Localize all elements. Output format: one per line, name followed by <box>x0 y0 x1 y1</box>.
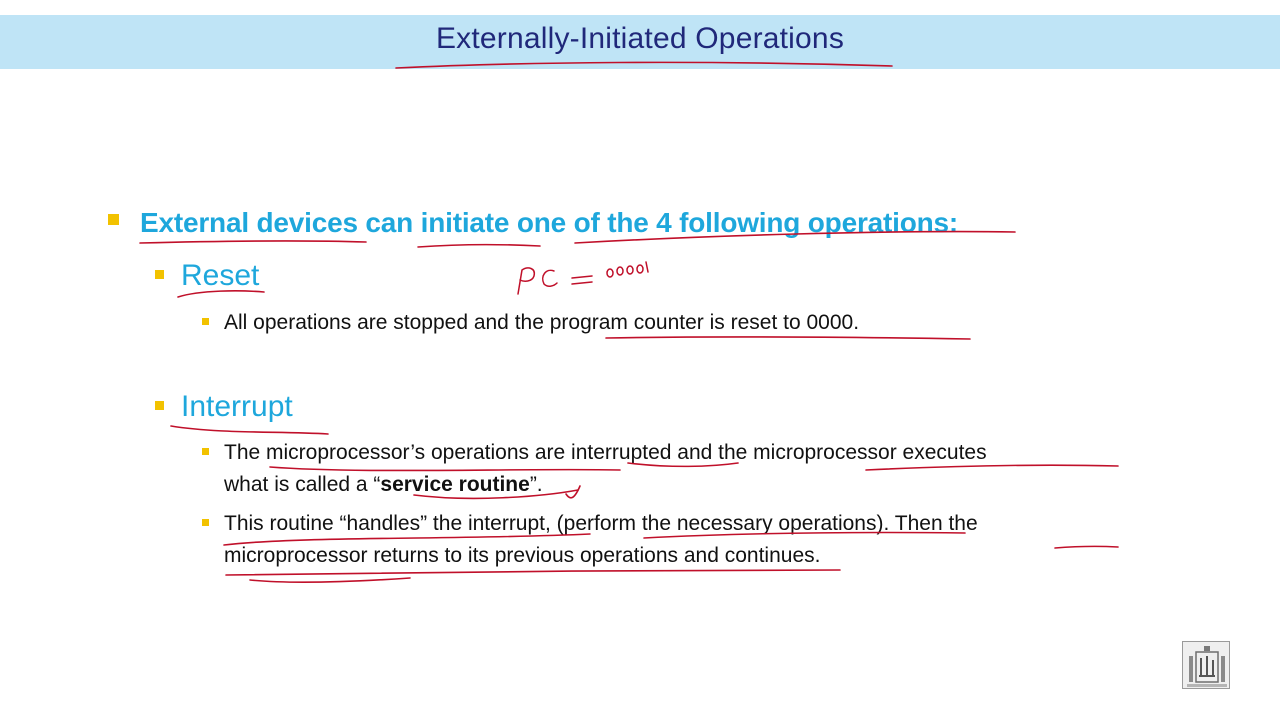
reset-detail: All operations are stopped and the program counter is reset to 0000. <box>224 311 860 334</box>
university-logo-icon <box>1182 641 1230 689</box>
underline-then-the <box>1055 546 1118 548</box>
bullet-marker <box>108 214 119 225</box>
underline-initiate <box>418 245 540 247</box>
ink-letter <box>518 268 534 294</box>
logo-pillar <box>1189 656 1193 682</box>
ink-letter <box>543 270 557 286</box>
tick-service-routine <box>566 486 580 498</box>
ink-stroke <box>646 262 648 272</box>
logo-graphic <box>1183 642 1231 690</box>
text-segment: ”. <box>529 473 543 496</box>
reset-heading: Reset <box>181 259 260 292</box>
logo-caption-bar <box>1187 684 1227 687</box>
bullet-marker <box>202 448 209 455</box>
interrupt-paragraph-1-line-1: The microprocessor’s operations are interrupted and the microprocessor executes <box>224 441 987 464</box>
logo-top <box>1204 646 1210 651</box>
bullet-marker <box>155 270 164 279</box>
underline-continues-lower <box>250 578 410 582</box>
ink-letter <box>572 276 592 284</box>
interrupt-paragraph-2-line-2: microprocessor returns to its previous operations and continues. <box>224 544 821 567</box>
ink-digit <box>637 265 643 273</box>
slide-title: Externally-Initiated Operations <box>435 22 845 55</box>
ink-digit <box>617 267 623 275</box>
logo-calligraphy <box>1199 656 1215 676</box>
ink-digit <box>627 266 633 274</box>
underline-external-devices <box>140 241 366 243</box>
interrupt-paragraph-2-line-1: This routine “handles” the interrupt, (perform the necessary operations). Then the <box>224 512 978 535</box>
interrupt-paragraph-1-line-2 <box>224 469 543 501</box>
underline-interrupt <box>171 426 328 434</box>
text-segment: what is called a “ <box>224 473 381 496</box>
ink-digit <box>607 269 613 277</box>
bullet-marker <box>202 318 209 325</box>
bullet-marker <box>155 401 164 410</box>
logo-pillar <box>1221 656 1225 682</box>
service-routine-term: service routine <box>380 473 530 496</box>
interrupt-heading: Interrupt <box>181 390 293 423</box>
main-bullet-text: External devices can initiate one of the 4 following operations: <box>140 207 959 238</box>
handwritten-pc-note <box>518 262 648 294</box>
bullet-marker <box>202 519 209 526</box>
